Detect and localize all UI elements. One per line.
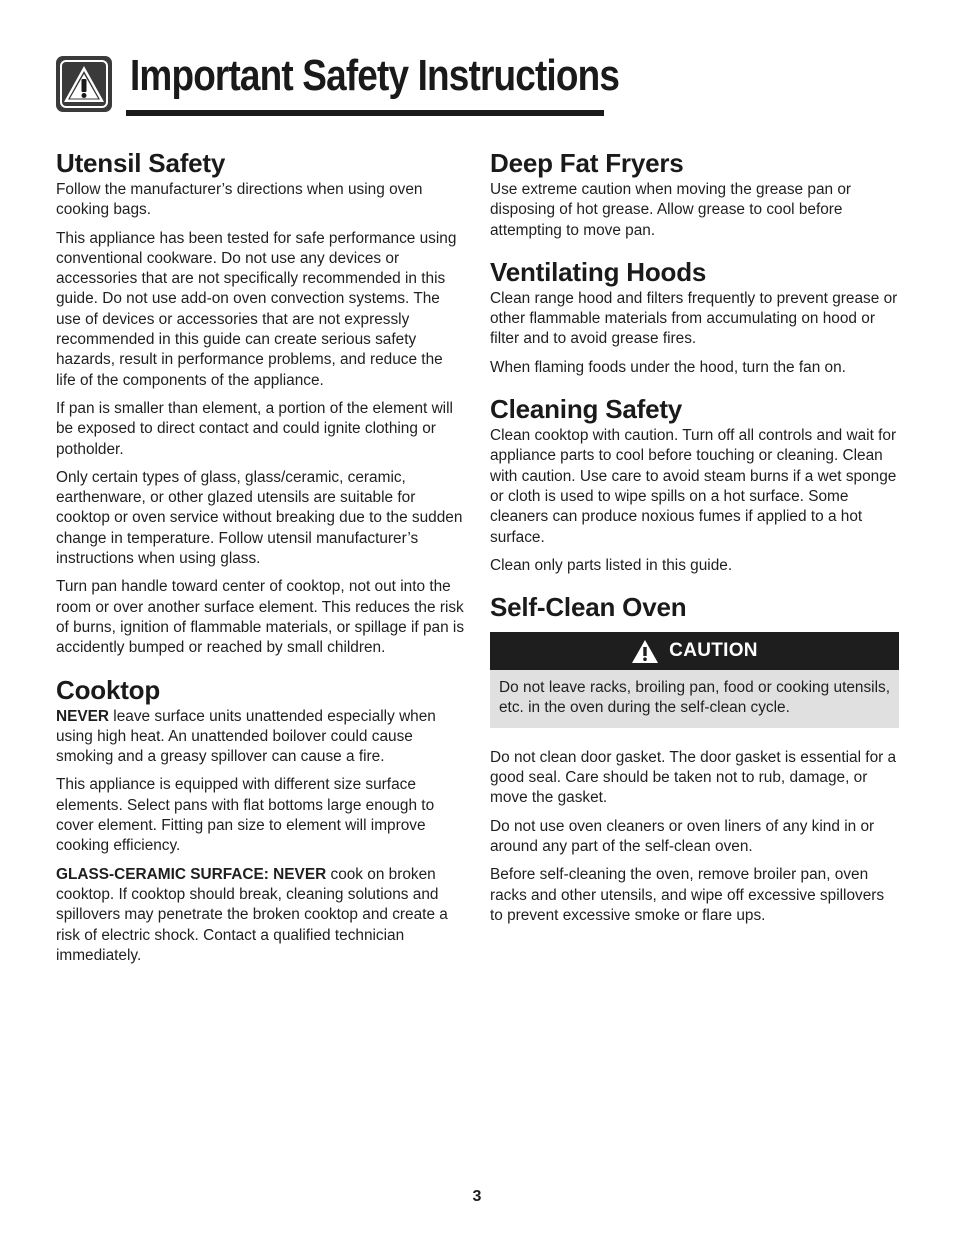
- section-ventilating-hoods: [490, 255, 900, 378]
- section-deep-fat-fryers: [490, 146, 900, 241]
- section-heading: Cleaning Safety: [490, 394, 683, 425]
- title-underline: [126, 110, 604, 116]
- paragraph: When flaming foods under the hood, turn the fan on.: [490, 358, 846, 376]
- paragraph: Clean range hood and filters frequently to prevent grease or other flammable materials from accumulating on hood or filter and to avoid grease fires.: [490, 289, 898, 348]
- section-heading: Utensil Safety: [56, 148, 226, 178]
- paragraph: Turn pan handle toward center of cooktop, not out into the room or over another surface element. This reduces the risk of burns, ignition of flammable materials, or spillage if pan is accidently bumped or reached by small children.: [56, 578, 465, 657]
- section-self-clean-oven: [490, 590, 900, 926]
- warning-icon: [60, 60, 108, 108]
- paragraph: Clean only parts listed in this guide.: [490, 556, 733, 574]
- paragraph: If pan is smaller than element, a portion of the element will be exposed to direct contact and could ignite clothing or potholder.: [56, 399, 453, 458]
- paragraph: Do not use oven cleaners or oven liners of any kind in or around any part of the self-clean oven.: [490, 817, 875, 855]
- caution-label: CAUTION: [669, 640, 758, 662]
- section-utensil-safety: [56, 146, 466, 659]
- caution-body: [490, 670, 899, 728]
- warning-icon: [631, 639, 659, 664]
- paragraph: Only certain types of glass, glass/ceramic, ceramic, earthenware, or other glazed utensils are suitable for cooktop or oven service without breaking due to the sudden change in temperature. Follow utensil manufacturer’s instructions when using glass.: [56, 468, 463, 568]
- emphasis: GLASS-CERAMIC SURFACE: NEVER: [56, 865, 327, 883]
- section-cleaning-safety: [490, 392, 900, 576]
- page-number: 3: [472, 1188, 482, 1205]
- paragraph: Use extreme caution when moving the grease pan or disposing of hot grease. Allow grease to cool before attempting to move pan.: [490, 181, 852, 239]
- caution-text: Do not leave racks, broiling pan, food or cooking utensils, etc. in the oven during the self-clean cycle.: [499, 679, 890, 717]
- paragraph: Clean cooktop with caution. Turn off all controls and wait for appliance parts to cool before touching or cleaning. Clean with caution. Use care to avoid steam burns if a wet sponge or cloth is used to wipe spills on a hot surface. Some cleaners can produce noxious fumes if applied to a hot surface.: [490, 427, 897, 546]
- section-heading: Deep Fat Fryers: [490, 148, 684, 178]
- right-column: [490, 146, 900, 940]
- paragraph: This appliance is equipped with different size surface elements. Select pans with flat bottoms large enough to cover element. Fitting pan size to element will improve cooking efficiency.: [56, 776, 435, 855]
- section-heading: Self-Clean Oven: [490, 592, 687, 623]
- section-cooktop: [56, 673, 466, 967]
- paragraph-text: leave surface units unattended especially when using high heat. An unattended boilover could cause smoking and a greasy spillover can cause a fire.: [56, 707, 436, 766]
- paragraph: Do not clean door gasket. The door gasket is essential for a good seal. Care should be taken not to rub, damage, or move the gasket.: [490, 748, 897, 807]
- caution-box: [490, 632, 899, 728]
- paragraph-text: cook on broken cooktop. If cooktop should break, cleaning solutions and spillovers may penetrate the broken cooktop and create a risk of electric shock. Contact a qualified technician immediately.: [56, 865, 448, 964]
- caution-header: [490, 632, 899, 670]
- paragraph: [56, 865, 466, 966]
- section-heading: Ventilating Hoods: [490, 256, 707, 287]
- paragraph: This appliance has been tested for safe performance using conventional cookware. Do not use any devices or accessories that are not specifically recommended in this guide. Do not use add-on oven convection systems. The use of devices or accessories that are not expressly recommended in this guide can create serious safety hazards, result in performance problems, and reduce the life of the components of the appliance.: [56, 229, 457, 389]
- emphasis: NEVER: [56, 707, 110, 725]
- paragraph: [56, 707, 466, 768]
- section-heading: Cooktop: [56, 674, 161, 705]
- warning-badge: [56, 56, 112, 112]
- page-header: [56, 51, 620, 118]
- paragraph: Before self-cleaning the oven, remove broiler pan, oven racks and other utensils, and wipe off excessive spillovers to prevent excessive smoke or flare ups.: [490, 866, 885, 924]
- page-title: Important Safety Instructions: [130, 51, 620, 100]
- left-column: [56, 146, 466, 980]
- paragraph: Follow the manufacturer’s directions when using oven cooking bags.: [56, 181, 423, 219]
